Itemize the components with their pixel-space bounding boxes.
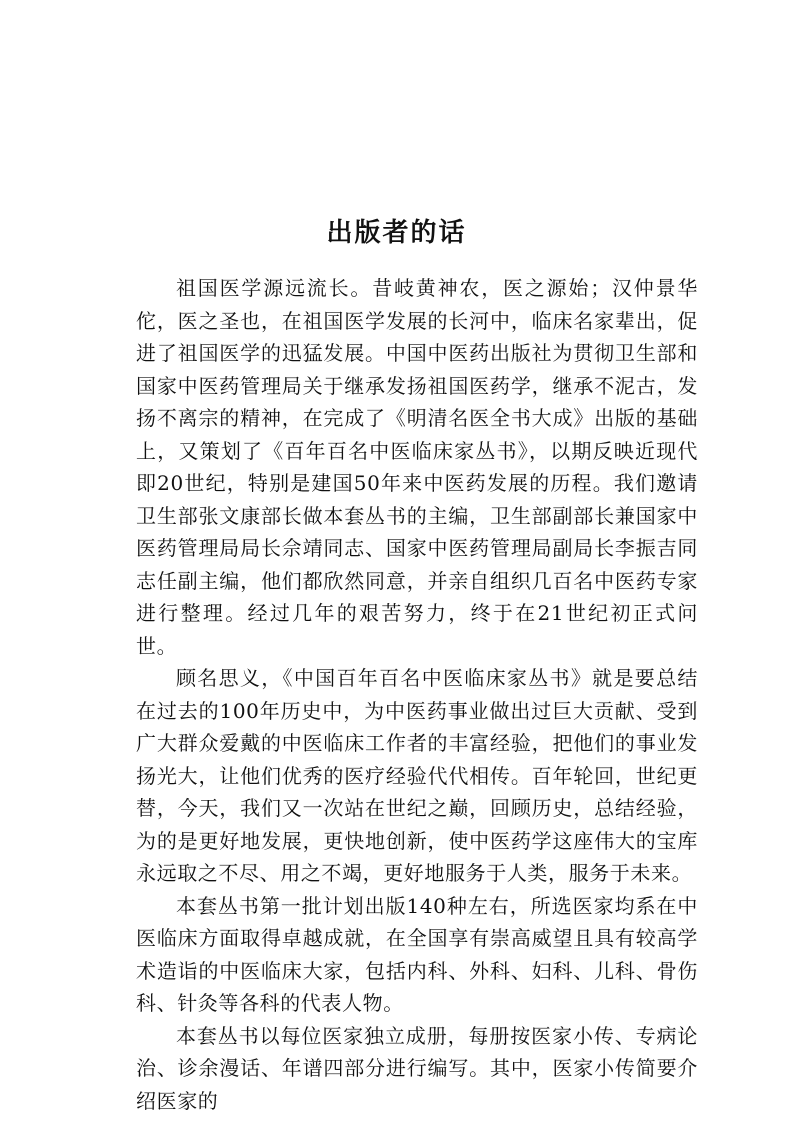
page-title: 出版者的话 bbox=[326, 218, 467, 248]
paragraph-1: 祖国医学源远流长。昔岐黄神农，医之源始；汉仲景华佗，医之圣也，在祖国医学发展的长河中，临床名家辈出，促进了祖国医学的迅猛发展。中国中医药出版社为贯彻卫生部和国家中医药管理局关于继承发扬祖国医药学，继承不泥古，发扬不离宗的精神，在完成了《明清名医全书大成》出版的基础上，又策划了《百年百名中医临床家丛书》，以期反映近现代即20世纪，特别是建国50年来中医药发展的历程。我们邀请卫生部张文康部长做本套丛书的主编，卫生部副部长兼国家中医药管理局局长佘靖同志、国家中医药管理局副局长李振吉同志任副主编，他们都欣然同意，并亲自组织几百名中医药专家进行整理。经过几年的艰苦努力，终于在21世纪初正式问世。 bbox=[136, 276, 698, 658]
paragraph-2: 顾名思义，《中国百年百名中医临床家丛书》就是要总结在过去的100年历史中，为中医药事业做出过巨大贡献、受到广大群众爱戴的中医临床工作者的丰富经验，把他们的事业发扬光大，让他们优秀的医疗经验代代相传。百年轮回，世纪更替，今天，我们又一次站在世纪之巅，回顾历史，总结经验，为的是更好地发展，更快地创新，使中医药学这座伟大的宝库永远取之不尽、用之不竭，更好地服务于人类，服务于未来。 bbox=[136, 666, 698, 885]
document-body bbox=[136, 272, 698, 1117]
paragraph-4: 本套丛书以每位医家独立成册，每册按医家小传、专病论治、诊余漫话、年谱四部分进行编写。其中，医家小传简要介绍医家的 bbox=[136, 1023, 698, 1113]
paragraph-3: 本套丛书第一批计划出版140种左右，所选医家均系在中医临床方面取得卓越成就，在全国享有崇高威望且具有较高学术造诣的中医临床大家，包括内科、外科、妇科、儿科、骨伤科、针灸等各科的代表人物。 bbox=[136, 893, 698, 1015]
